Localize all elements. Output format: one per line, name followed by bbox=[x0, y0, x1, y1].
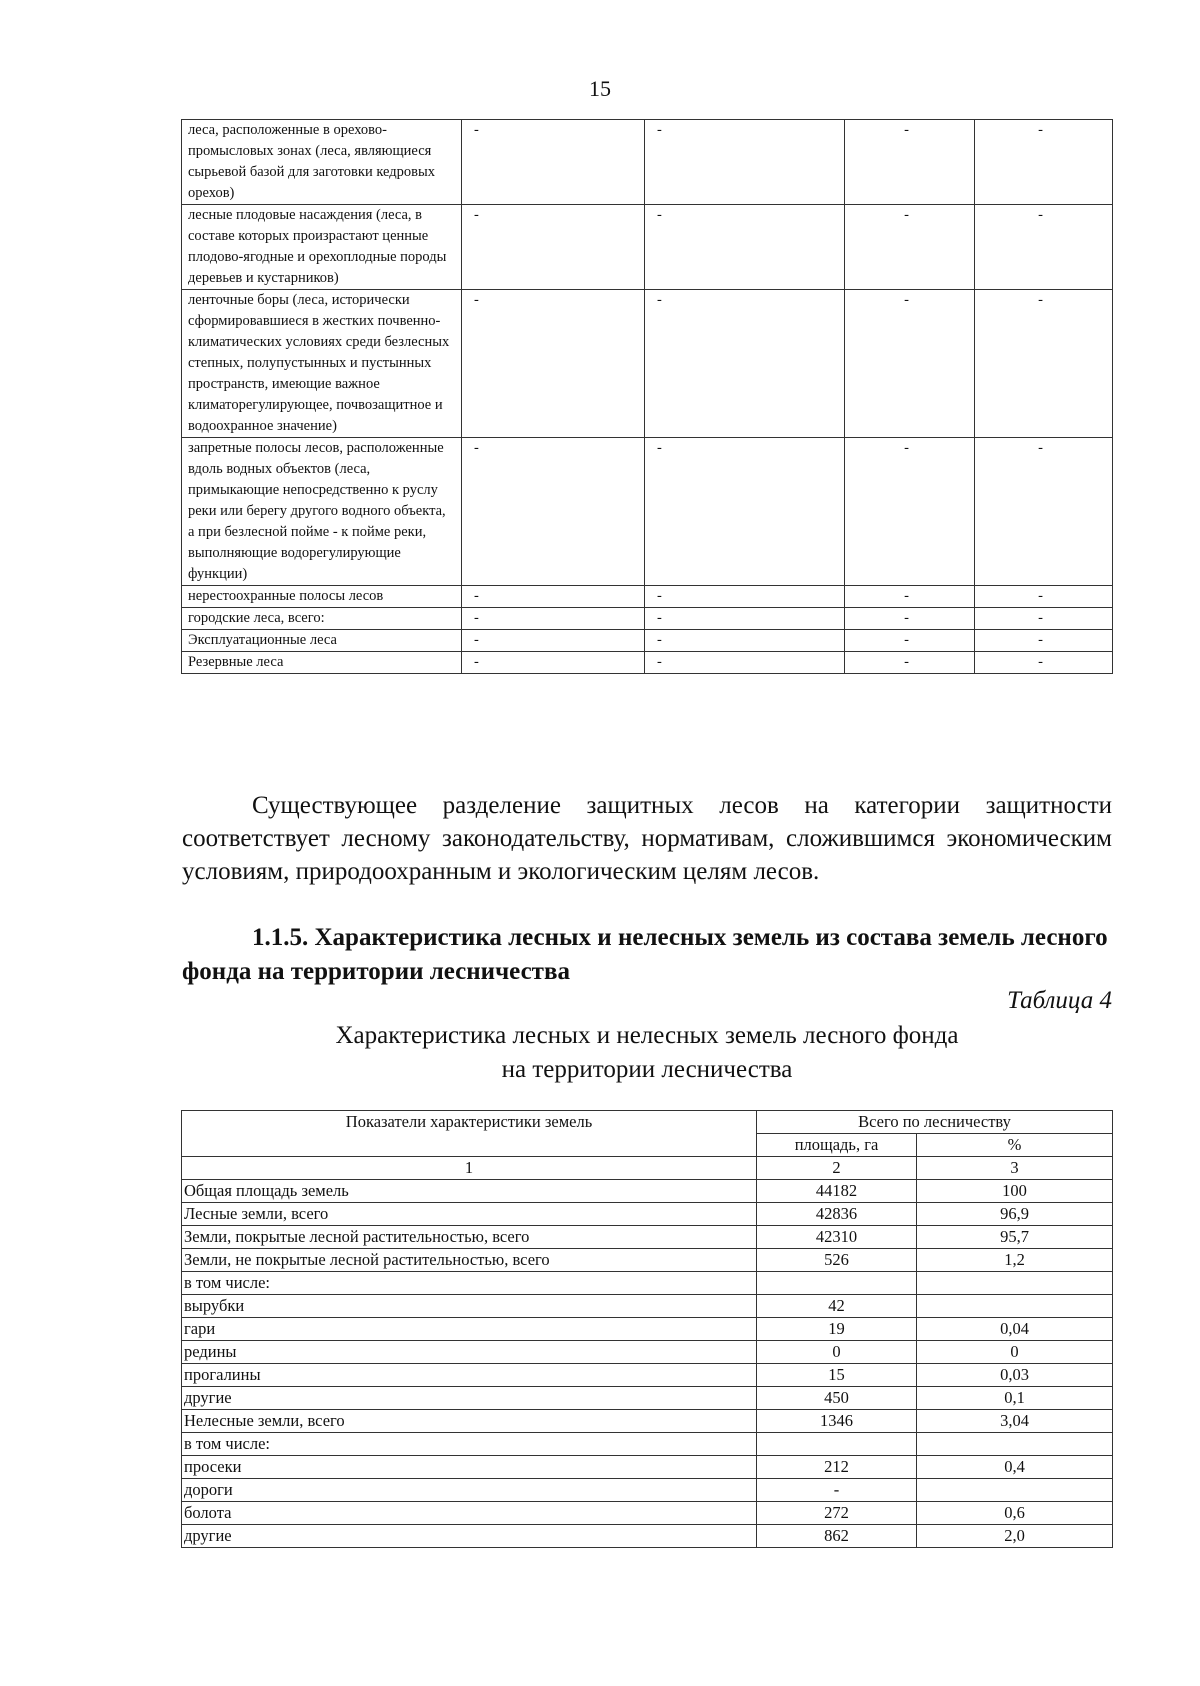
column-number-1: 1 bbox=[182, 1157, 757, 1180]
row-value: - bbox=[462, 290, 645, 438]
row-value: - bbox=[845, 652, 975, 674]
row-percent: 0,03 bbox=[917, 1364, 1113, 1387]
row-value: - bbox=[975, 586, 1113, 608]
row-label: вырубки bbox=[182, 1295, 757, 1318]
row-label: в том числе: bbox=[182, 1433, 757, 1456]
table-row bbox=[182, 630, 1113, 652]
row-value: - bbox=[845, 290, 975, 438]
row-area: 212 bbox=[757, 1456, 917, 1479]
row-percent: 2,0 bbox=[917, 1525, 1113, 1548]
header-group-total: Всего по лесничеству bbox=[757, 1111, 1113, 1134]
row-area: 862 bbox=[757, 1525, 917, 1548]
row-value: - bbox=[462, 630, 645, 652]
row-percent: 1,2 bbox=[917, 1249, 1113, 1272]
row-label: ленточные боры (леса, исторически сформировавшиеся в жестких почвенно-климатических условиях среди безлесных степных, полупустынных и пустынных пространств, имеющие важное климаторегулирующее, почвозащитное и водоохранное значение) bbox=[182, 290, 462, 438]
row-value: - bbox=[845, 120, 975, 205]
row-value: - bbox=[975, 290, 1113, 438]
row-value: - bbox=[845, 438, 975, 586]
table-row bbox=[182, 1502, 1113, 1525]
row-value: - bbox=[645, 120, 845, 205]
row-percent bbox=[917, 1479, 1113, 1502]
row-percent bbox=[917, 1433, 1113, 1456]
row-value: - bbox=[462, 120, 645, 205]
table-row bbox=[182, 608, 1113, 630]
row-label: городские леса, всего: bbox=[182, 608, 462, 630]
row-label: Эксплуатационные леса bbox=[182, 630, 462, 652]
row-label: Земли, не покрытые лесной растительностью, всего bbox=[182, 1249, 757, 1272]
row-area: 0 bbox=[757, 1341, 917, 1364]
row-value: - bbox=[462, 205, 645, 290]
row-percent bbox=[917, 1295, 1113, 1318]
table-row bbox=[182, 1318, 1113, 1341]
column-number-3: 3 bbox=[917, 1157, 1113, 1180]
row-label: редины bbox=[182, 1341, 757, 1364]
row-value: - bbox=[845, 630, 975, 652]
row-label: прогалины bbox=[182, 1364, 757, 1387]
row-area: 1346 bbox=[757, 1410, 917, 1433]
table-row bbox=[182, 1433, 1113, 1456]
page-number: 15 bbox=[589, 76, 611, 101]
row-label: леса, расположенные в орехово-промысловых зонах (леса, являющиеся сырьевой базой для заготовки кедровых орехов) bbox=[182, 120, 462, 205]
row-value: - bbox=[975, 120, 1113, 205]
row-value: - bbox=[975, 630, 1113, 652]
table-row bbox=[182, 120, 1113, 205]
row-percent: 0 bbox=[917, 1341, 1113, 1364]
row-percent bbox=[917, 1272, 1113, 1295]
row-label: Лесные земли, всего bbox=[182, 1203, 757, 1226]
land-characteristics-table bbox=[181, 1110, 1113, 1548]
table-title-line-1: Характеристика лесных и нелесных земель лесного фонда bbox=[335, 1022, 959, 1049]
row-label: просеки bbox=[182, 1456, 757, 1479]
row-area: 19 bbox=[757, 1318, 917, 1341]
table-row bbox=[182, 438, 1113, 586]
column-number-2: 2 bbox=[757, 1157, 917, 1180]
row-label: Нелесные земли, всего bbox=[182, 1410, 757, 1433]
row-area: 44182 bbox=[757, 1180, 917, 1203]
row-value: - bbox=[845, 205, 975, 290]
row-value: - bbox=[975, 438, 1113, 586]
row-label: другие bbox=[182, 1387, 757, 1410]
table-row bbox=[182, 1364, 1113, 1387]
table-title bbox=[182, 1019, 1112, 1087]
row-percent: 3,04 bbox=[917, 1410, 1113, 1433]
row-value: - bbox=[975, 652, 1113, 674]
row-value: - bbox=[462, 586, 645, 608]
row-label: гари bbox=[182, 1318, 757, 1341]
row-value: - bbox=[462, 652, 645, 674]
row-value: - bbox=[645, 205, 845, 290]
row-value: - bbox=[462, 608, 645, 630]
row-percent: 96,9 bbox=[917, 1203, 1113, 1226]
section-heading: 1.1.5. Характеристика лесных и нелесных земель из состава земель лесного фонда на территории лесничества bbox=[182, 924, 1108, 985]
table-row bbox=[182, 290, 1113, 438]
row-area: 42310 bbox=[757, 1226, 917, 1249]
row-area bbox=[757, 1433, 917, 1456]
table-row bbox=[182, 205, 1113, 290]
row-value: - bbox=[462, 438, 645, 586]
table-title-line-2: на территории лесничества bbox=[501, 1056, 793, 1083]
row-area: 42836 bbox=[757, 1203, 917, 1226]
row-area bbox=[757, 1272, 917, 1295]
table-row bbox=[182, 1226, 1113, 1249]
table-row bbox=[182, 1456, 1113, 1479]
row-percent: 0,4 bbox=[917, 1456, 1113, 1479]
row-percent: 0,6 bbox=[917, 1502, 1113, 1525]
table-row bbox=[182, 1249, 1113, 1272]
protective-forests-table bbox=[181, 119, 1113, 674]
table-row bbox=[182, 1410, 1113, 1433]
row-label: лесные плодовые насаждения (леса, в составе которых произрастают ценные плодово-ягодные и орехоплодные породы деревьев и кустарников) bbox=[182, 205, 462, 290]
row-label: нерестоохранные полосы лесов bbox=[182, 586, 462, 608]
table-row bbox=[182, 1479, 1113, 1502]
row-percent: 95,7 bbox=[917, 1226, 1113, 1249]
row-value: - bbox=[975, 205, 1113, 290]
row-value: - bbox=[845, 608, 975, 630]
row-percent: 0,04 bbox=[917, 1318, 1113, 1341]
row-value: - bbox=[645, 630, 845, 652]
row-label: другие bbox=[182, 1525, 757, 1548]
row-value: - bbox=[645, 290, 845, 438]
row-value: - bbox=[645, 608, 845, 630]
row-label: Земли, покрытые лесной растительностью, всего bbox=[182, 1226, 757, 1249]
table-label: Таблица 4 bbox=[1007, 987, 1112, 1014]
row-value: - bbox=[645, 438, 845, 586]
header-percent: % bbox=[917, 1134, 1113, 1157]
row-label: Общая площадь земель bbox=[182, 1180, 757, 1203]
row-value: - bbox=[645, 652, 845, 674]
table-row bbox=[182, 1203, 1113, 1226]
row-label: запретные полосы лесов, расположенные вдоль водных объектов (леса, примыкающие непосредственно к руслу реки или берегу другого водного объекта, а при безлесной пойме - к пойме реки, выполняющие водорегулирующие функции) bbox=[182, 438, 462, 586]
row-value: - bbox=[975, 608, 1113, 630]
row-area: 450 bbox=[757, 1387, 917, 1410]
header-area: площадь, га bbox=[757, 1134, 917, 1157]
row-area: 42 bbox=[757, 1295, 917, 1318]
row-area: - bbox=[757, 1479, 917, 1502]
table-row bbox=[182, 1295, 1113, 1318]
row-area: 15 bbox=[757, 1364, 917, 1387]
row-value: - bbox=[645, 586, 845, 608]
row-percent: 0,1 bbox=[917, 1387, 1113, 1410]
row-label: Резервные леса bbox=[182, 652, 462, 674]
row-area: 272 bbox=[757, 1502, 917, 1525]
table-row bbox=[182, 1525, 1113, 1548]
header-indicators: Показатели характеристики земель bbox=[182, 1111, 757, 1157]
table-row bbox=[182, 652, 1113, 674]
table-row bbox=[182, 1272, 1113, 1295]
row-value: - bbox=[845, 586, 975, 608]
row-label: в том числе: bbox=[182, 1272, 757, 1295]
row-label: дороги bbox=[182, 1479, 757, 1502]
body-paragraph: Существующее разделение защитных лесов на категории защитности соответствует лесному законодательству, нормативам, сложившимся экономическим условиям, природоохранным и экологическим целям лесов. bbox=[182, 792, 1112, 885]
table-row bbox=[182, 1341, 1113, 1364]
table-row bbox=[182, 1180, 1113, 1203]
row-percent: 100 bbox=[917, 1180, 1113, 1203]
row-label: болота bbox=[182, 1502, 757, 1525]
row-area: 526 bbox=[757, 1249, 917, 1272]
table-row bbox=[182, 1387, 1113, 1410]
table-row bbox=[182, 586, 1113, 608]
